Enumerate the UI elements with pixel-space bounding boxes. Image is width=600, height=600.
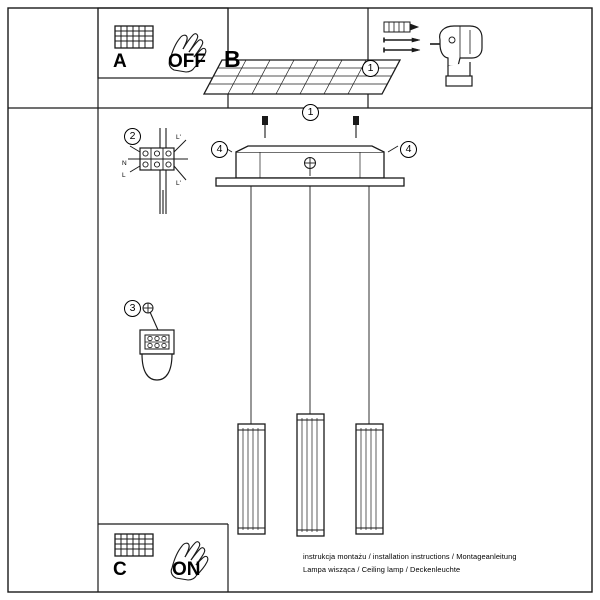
wire-label-l1-top: L'	[176, 134, 181, 141]
callout-1-mid: 1	[302, 104, 319, 121]
switch-state-off: OFF	[168, 51, 206, 72]
lamp-shade-3	[356, 424, 383, 534]
hardware-icons	[384, 22, 420, 53]
wire-label-l: L	[122, 172, 126, 179]
lamp-shade-1	[238, 424, 265, 534]
callout-2: 2	[124, 128, 141, 145]
callout-1-top: 1	[362, 60, 379, 77]
switch-state-on: ON	[172, 559, 201, 580]
bracket-diagram	[140, 303, 174, 380]
pendant-cords	[251, 186, 369, 424]
switch-icon-on	[115, 534, 153, 556]
section-label-b: B	[224, 46, 241, 72]
callout-4-right: 4	[400, 141, 417, 158]
footer-line-2: Lampa wisząca / Ceiling lamp / Deckenleuchte	[303, 565, 461, 574]
section-label-c: C	[113, 559, 127, 580]
canopy-assembly	[216, 116, 404, 186]
section-label-a: A	[113, 51, 127, 72]
callout-3: 3	[124, 300, 141, 317]
drill-icon	[430, 26, 482, 86]
switch-icon-off	[115, 26, 153, 48]
wire-label-l1-bottom: L'	[176, 180, 181, 187]
lamp-shade-2	[297, 414, 324, 536]
callout-4-left: 4	[211, 141, 228, 158]
footer-line-1: instrukcja montażu / installation instructions / Montageanleitung	[303, 552, 517, 561]
wire-label-n: N	[122, 160, 127, 167]
